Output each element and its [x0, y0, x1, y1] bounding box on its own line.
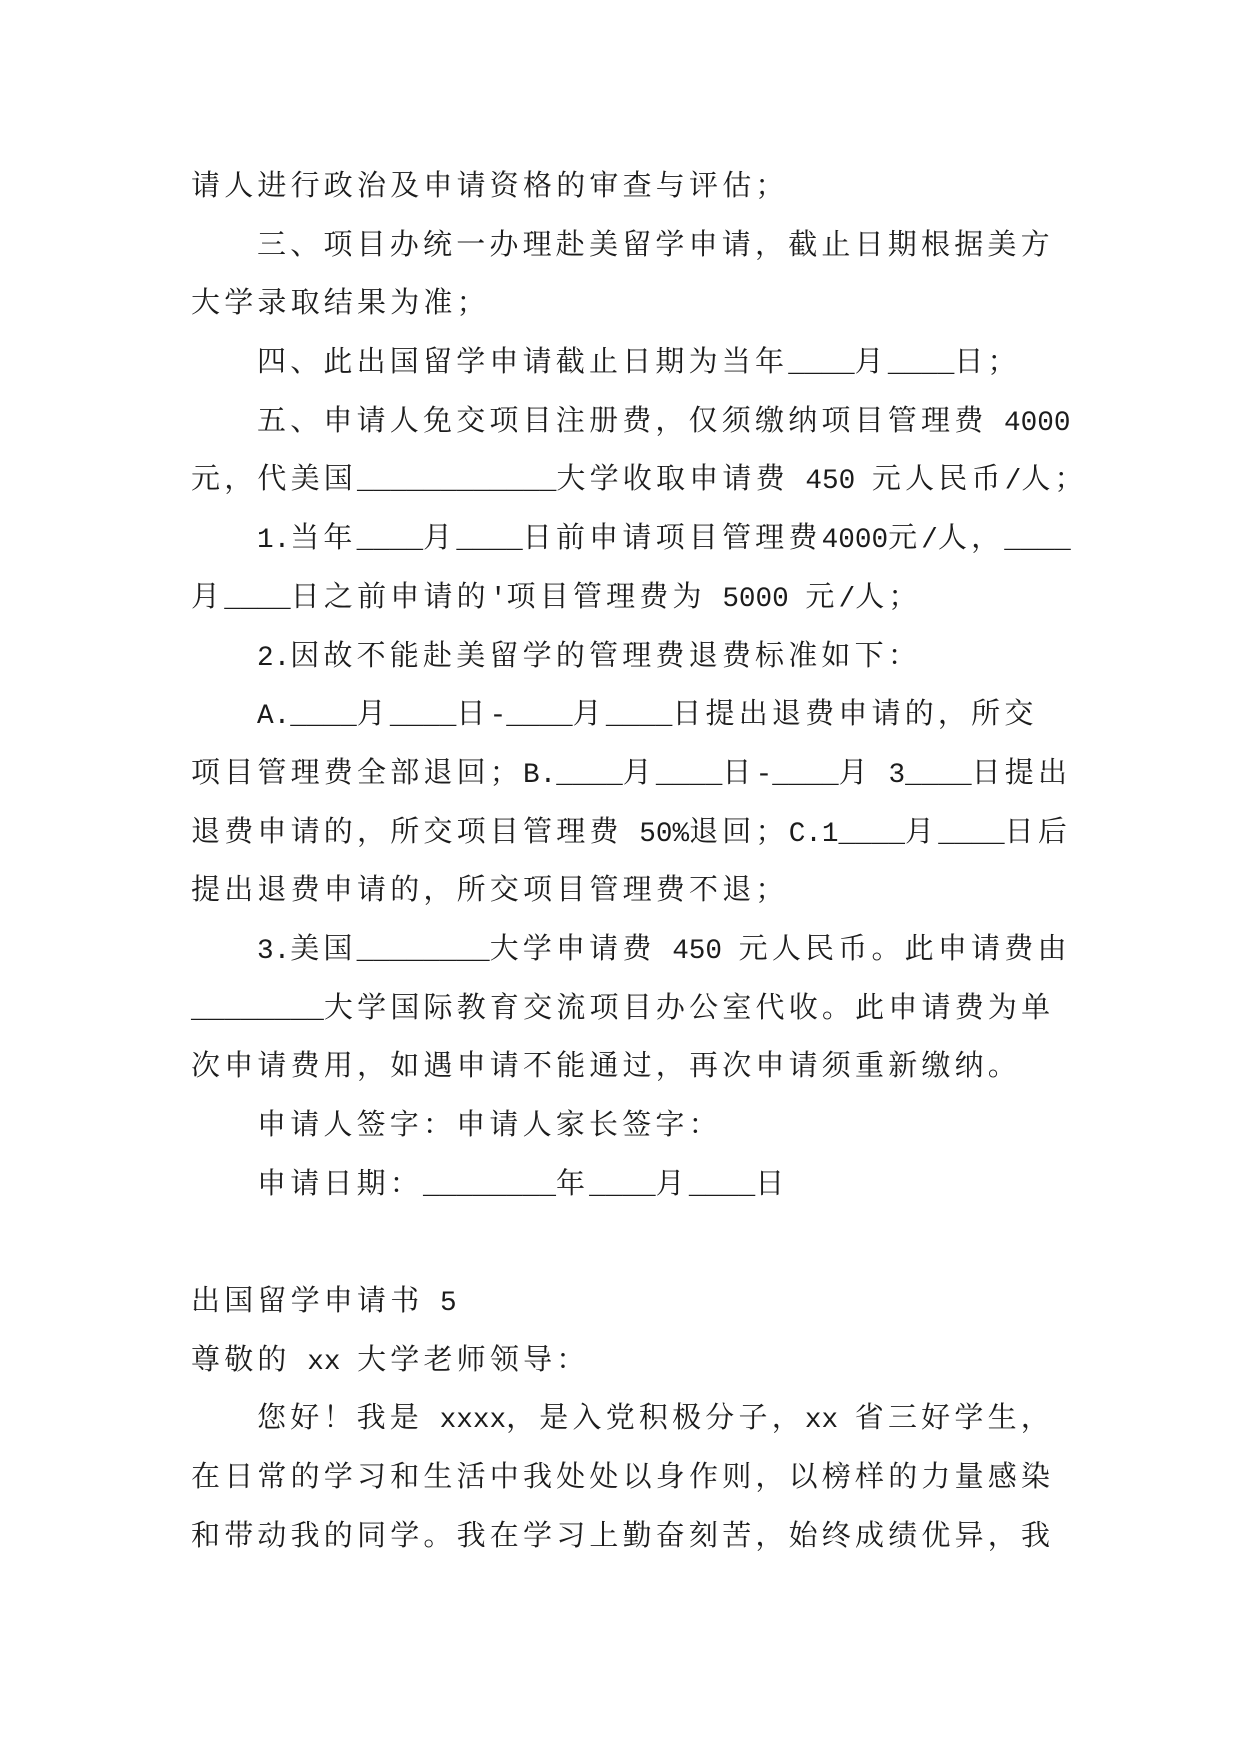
text-run: 人； — [855, 578, 922, 613]
text-run: 日提出退费申请的，所交 — [672, 696, 1038, 731]
text-line — [191, 1036, 1071, 1095]
text-run: 月 — [572, 696, 606, 731]
text-line — [191, 860, 1071, 919]
text-run: 申请人签字：申请人家长签字： — [257, 1107, 722, 1141]
text-run: ____ — [356, 525, 424, 557]
text-line — [191, 567, 1071, 626]
text-run: 日提出 — [971, 754, 1072, 789]
text-run: 月 — [356, 696, 390, 731]
text-run: 提出退费申请的，所交项目管理费不退； — [191, 872, 789, 907]
text-run: ________ — [191, 994, 324, 1026]
text-line — [191, 802, 1071, 861]
text-run: ____ — [887, 349, 955, 381]
text-line — [191, 626, 1071, 685]
text-run: 次申请费用，如遇申请不能通过，再次申请须重新缴纳。 — [191, 1048, 1022, 1083]
text-run: 元 — [805, 578, 839, 613]
text-line — [191, 684, 1071, 743]
text-run: 4000 — [987, 407, 1071, 439]
text-run: 尊敬的 — [191, 1341, 291, 1376]
text-run: 日前申请项目管理费 — [522, 520, 822, 555]
text-line — [191, 1388, 1071, 1447]
text-line — [191, 391, 1071, 450]
text-run: ，是入党积极分子， — [506, 1400, 805, 1435]
section-title — [191, 1271, 1071, 1330]
text-line — [191, 508, 1071, 567]
text-line — [191, 743, 1071, 802]
signature-line — [191, 1095, 1071, 1154]
text-run: 人； — [1021, 461, 1088, 496]
text-run: 退回； — [689, 813, 789, 848]
text-line — [191, 978, 1071, 1037]
text-run: / — [1004, 466, 1022, 498]
salutation — [191, 1330, 1071, 1389]
text-run: C.1____ — [788, 818, 905, 850]
text-run: 项目管理费全部退回； — [191, 754, 524, 789]
text-run: 450 — [788, 466, 872, 498]
text-run: -____ — [489, 701, 573, 733]
text-run: 5000 — [705, 583, 806, 615]
blank-line — [191, 1212, 1071, 1271]
text-run: 大学老师领导： — [357, 1341, 590, 1376]
text-run: 3. — [257, 935, 291, 967]
text-run: 450 — [655, 935, 739, 967]
text-run: 元 — [888, 520, 922, 555]
text-run: 5 — [423, 1288, 457, 1320]
text-run: 1. — [257, 525, 291, 557]
text-run: 日； — [954, 344, 1021, 379]
text-run: xx — [290, 1346, 358, 1378]
text-run: ________ — [423, 1170, 556, 1202]
text-run: 50% — [622, 818, 690, 850]
text-run: 月 — [622, 754, 656, 789]
text-run: ____ — [688, 1170, 756, 1202]
text-run: 人， — [937, 520, 1005, 555]
text-run: 在日常的学习和生活中我处处以身作则，以榜样的力量感染 — [191, 1459, 1055, 1494]
text-run: 月 — [838, 754, 872, 789]
document-text — [191, 156, 1088, 1565]
text-line — [191, 156, 1071, 215]
text-run: 3____ — [871, 759, 972, 791]
text-run: 申请日期： — [257, 1165, 424, 1200]
text-run: ____________ — [357, 466, 557, 498]
text-run: 省三好学生， — [854, 1400, 1054, 1435]
text-run: 请人进行政治及申请资格的审查与评估； — [191, 168, 789, 202]
text-run: 月 — [655, 1165, 689, 1200]
text-line — [191, 273, 1071, 332]
text-line — [191, 1447, 1071, 1506]
text-run: 日之前申请的 — [290, 578, 490, 613]
text-run: 退费申请的，所交项目管理费 — [191, 813, 623, 848]
text-run: A.____ — [257, 701, 357, 733]
text-run: 元，代美国 — [191, 461, 358, 496]
text-run: ________ — [356, 935, 490, 967]
text-run: ____ — [456, 525, 523, 557]
text-run: / — [838, 583, 856, 615]
text-run: 日 — [722, 754, 756, 789]
text-run: B.____ — [523, 759, 623, 791]
text-run: 月 — [854, 344, 888, 379]
text-run: 日 — [456, 696, 490, 731]
text-run: 大学收取申请费 — [556, 461, 789, 496]
text-line — [191, 332, 1071, 391]
text-run: 月 — [905, 813, 939, 848]
text-run: ' — [489, 583, 507, 615]
text-run: 日 — [755, 1165, 789, 1200]
text-run: 项目管理费为 — [506, 578, 706, 613]
text-run: xx — [804, 1405, 855, 1437]
text-run: ____ — [605, 701, 673, 733]
text-line — [191, 215, 1071, 274]
text-run: 4000 — [821, 525, 889, 557]
text-run: 日后 — [1004, 813, 1072, 848]
text-run: 大学国际教育交流项目办公室代收。此申请费为单 — [323, 989, 1055, 1024]
text-line — [191, 919, 1071, 978]
text-run: 因故不能赴美留学的管理费退费标准如下： — [290, 637, 922, 672]
text-run: ____ — [1004, 525, 1071, 557]
text-run: 四、此出国留学申请截止日期为当年 — [257, 344, 789, 379]
text-run: 元人民币 — [871, 461, 1005, 496]
text-run: 2. — [257, 642, 291, 674]
text-run: / — [921, 525, 938, 557]
text-line — [191, 1506, 1071, 1565]
text-line — [191, 449, 1088, 508]
text-run: -____ — [755, 759, 839, 791]
text-run: 大学录取结果为准； — [191, 285, 490, 320]
text-run: 年 — [555, 1165, 590, 1200]
text-run: 您好！我是 — [257, 1400, 424, 1435]
text-run: ____ — [389, 701, 457, 733]
text-run: 当年 — [290, 520, 357, 555]
text-run: 元人民币。此申请费由 — [738, 930, 1071, 965]
text-run: 出国留学申请书 — [191, 1283, 424, 1318]
text-run: 和带动我的同学。我在学习上勤奋刻苦，始终成绩优异，我 — [191, 1517, 1055, 1552]
application-date-line — [191, 1154, 1071, 1213]
text-run: 五、申请人免交项目注册费，仅须缴纳项目管理费 — [257, 402, 988, 437]
text-run: 大学申请费 — [489, 930, 656, 965]
text-run: 三、项目办统一办理赴美留学申请，截止日期根据美方 — [257, 226, 1054, 261]
text-run: ____ — [788, 349, 855, 381]
text-run: ____ — [938, 818, 1005, 850]
text-run: ____ — [224, 583, 291, 615]
text-run: 月 — [191, 578, 225, 613]
text-run: ____ — [655, 759, 723, 791]
text-run: 月 — [423, 520, 457, 555]
text-run: ____ — [589, 1170, 656, 1202]
text-run: 美国 — [290, 930, 357, 965]
text-run: xxxx — [423, 1405, 507, 1437]
